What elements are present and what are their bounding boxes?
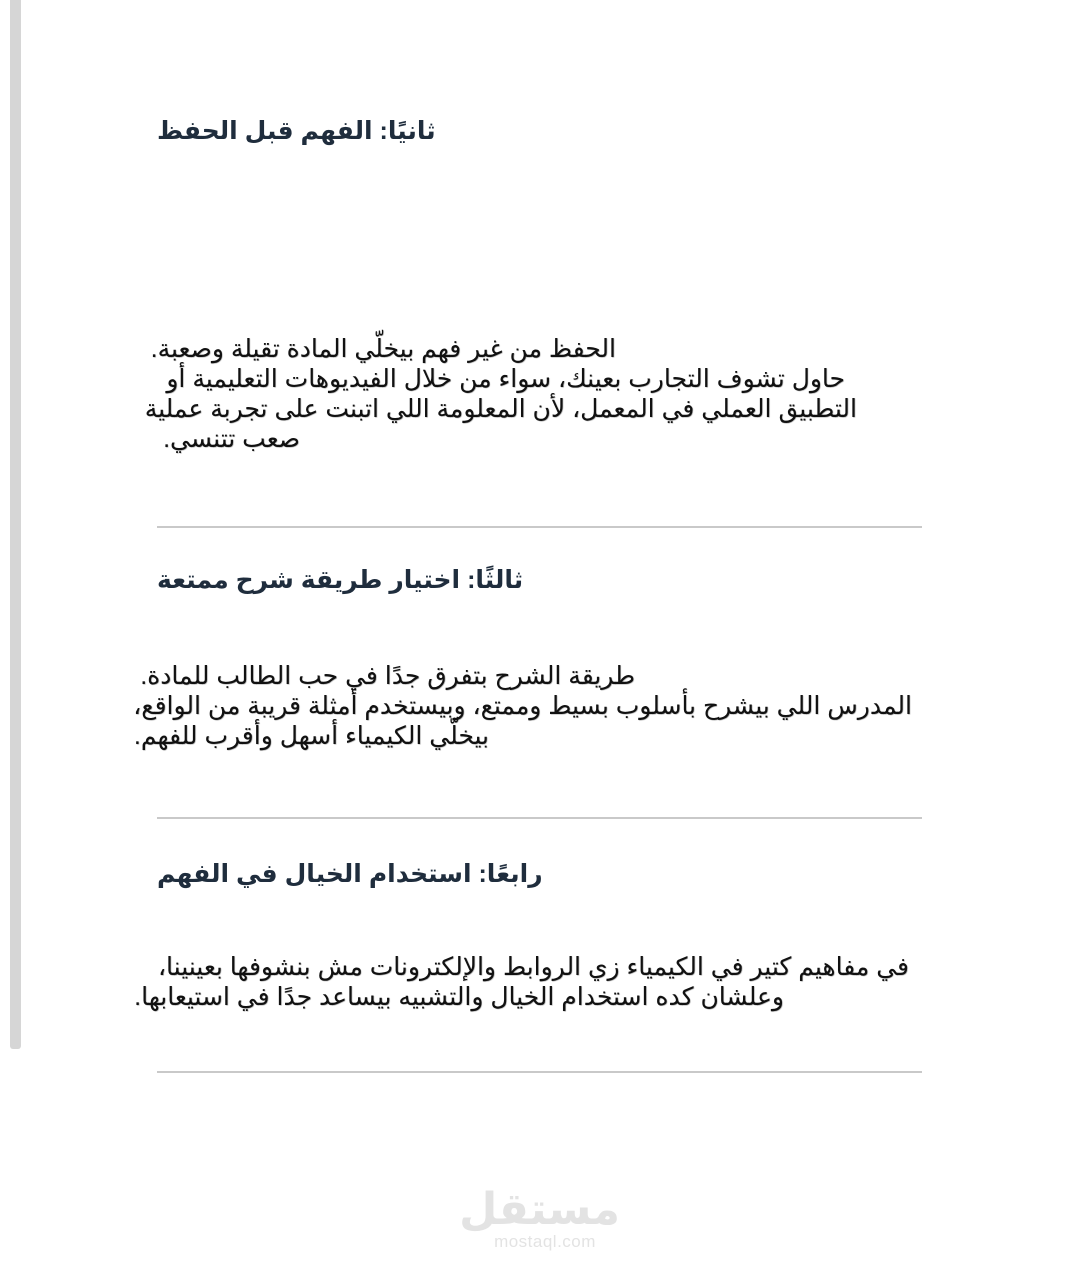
section-heading-understanding: ثانيًا: الفهم قبل الحفظ [157,117,436,145]
watermark-domain: mostaql.com [494,1232,596,1251]
watermark-logo-text: مستقل [459,1185,620,1234]
paragraph-line: في مفاهيم كتير في الكيمياء زي الروابط والإلكترونات مش بنشوفها بعينينا، [157,953,909,981]
section-divider [157,526,922,528]
section-divider [157,817,922,819]
section-heading-imagination: رابعًا: استخدام الخيال في الفهم [157,860,543,888]
paragraph-line: بيخلّي الكيمياء أسهل وأقرب للفهم. [133,722,489,750]
paragraph-line: طريقة الشرح بتفرق جدًا في حب الطالب للمادة. [140,662,635,690]
paragraph-line: التطبيق العملي في المعمل، لأن المعلومة اللي اتبنت على تجربة عملية [144,395,857,423]
paragraph-line: حاول تشوف التجارب بعينك، سواء من خلال الفيديوهات التعليمية أو [166,365,845,393]
mostaql-watermark [459,1185,620,1252]
paragraph-line: صعب تتنسي. [163,425,300,453]
paragraph-line: وعلشان كده استخدام الخيال والتشبيه بيساعد جدًا في استيعابها. [134,983,784,1011]
section-heading-teaching-method: ثالثًا: اختيار طريقة شرح ممتعة [157,566,524,594]
section-paragraph-teaching-method [133,661,912,751]
section-paragraph-imagination [134,952,909,1012]
paragraph-line: المدرس اللي بيشرح بأسلوب بسيط وممتع، وبيستخدم أمثلة قريبة من الواقع، [133,692,912,720]
paragraph-line: الحفظ من غير فهم بيخلّي المادة تقيلة وصعبة. [150,335,616,363]
scrollbar[interactable] [10,0,21,1049]
section-divider [157,1071,922,1073]
section-paragraph-understanding [144,334,857,454]
